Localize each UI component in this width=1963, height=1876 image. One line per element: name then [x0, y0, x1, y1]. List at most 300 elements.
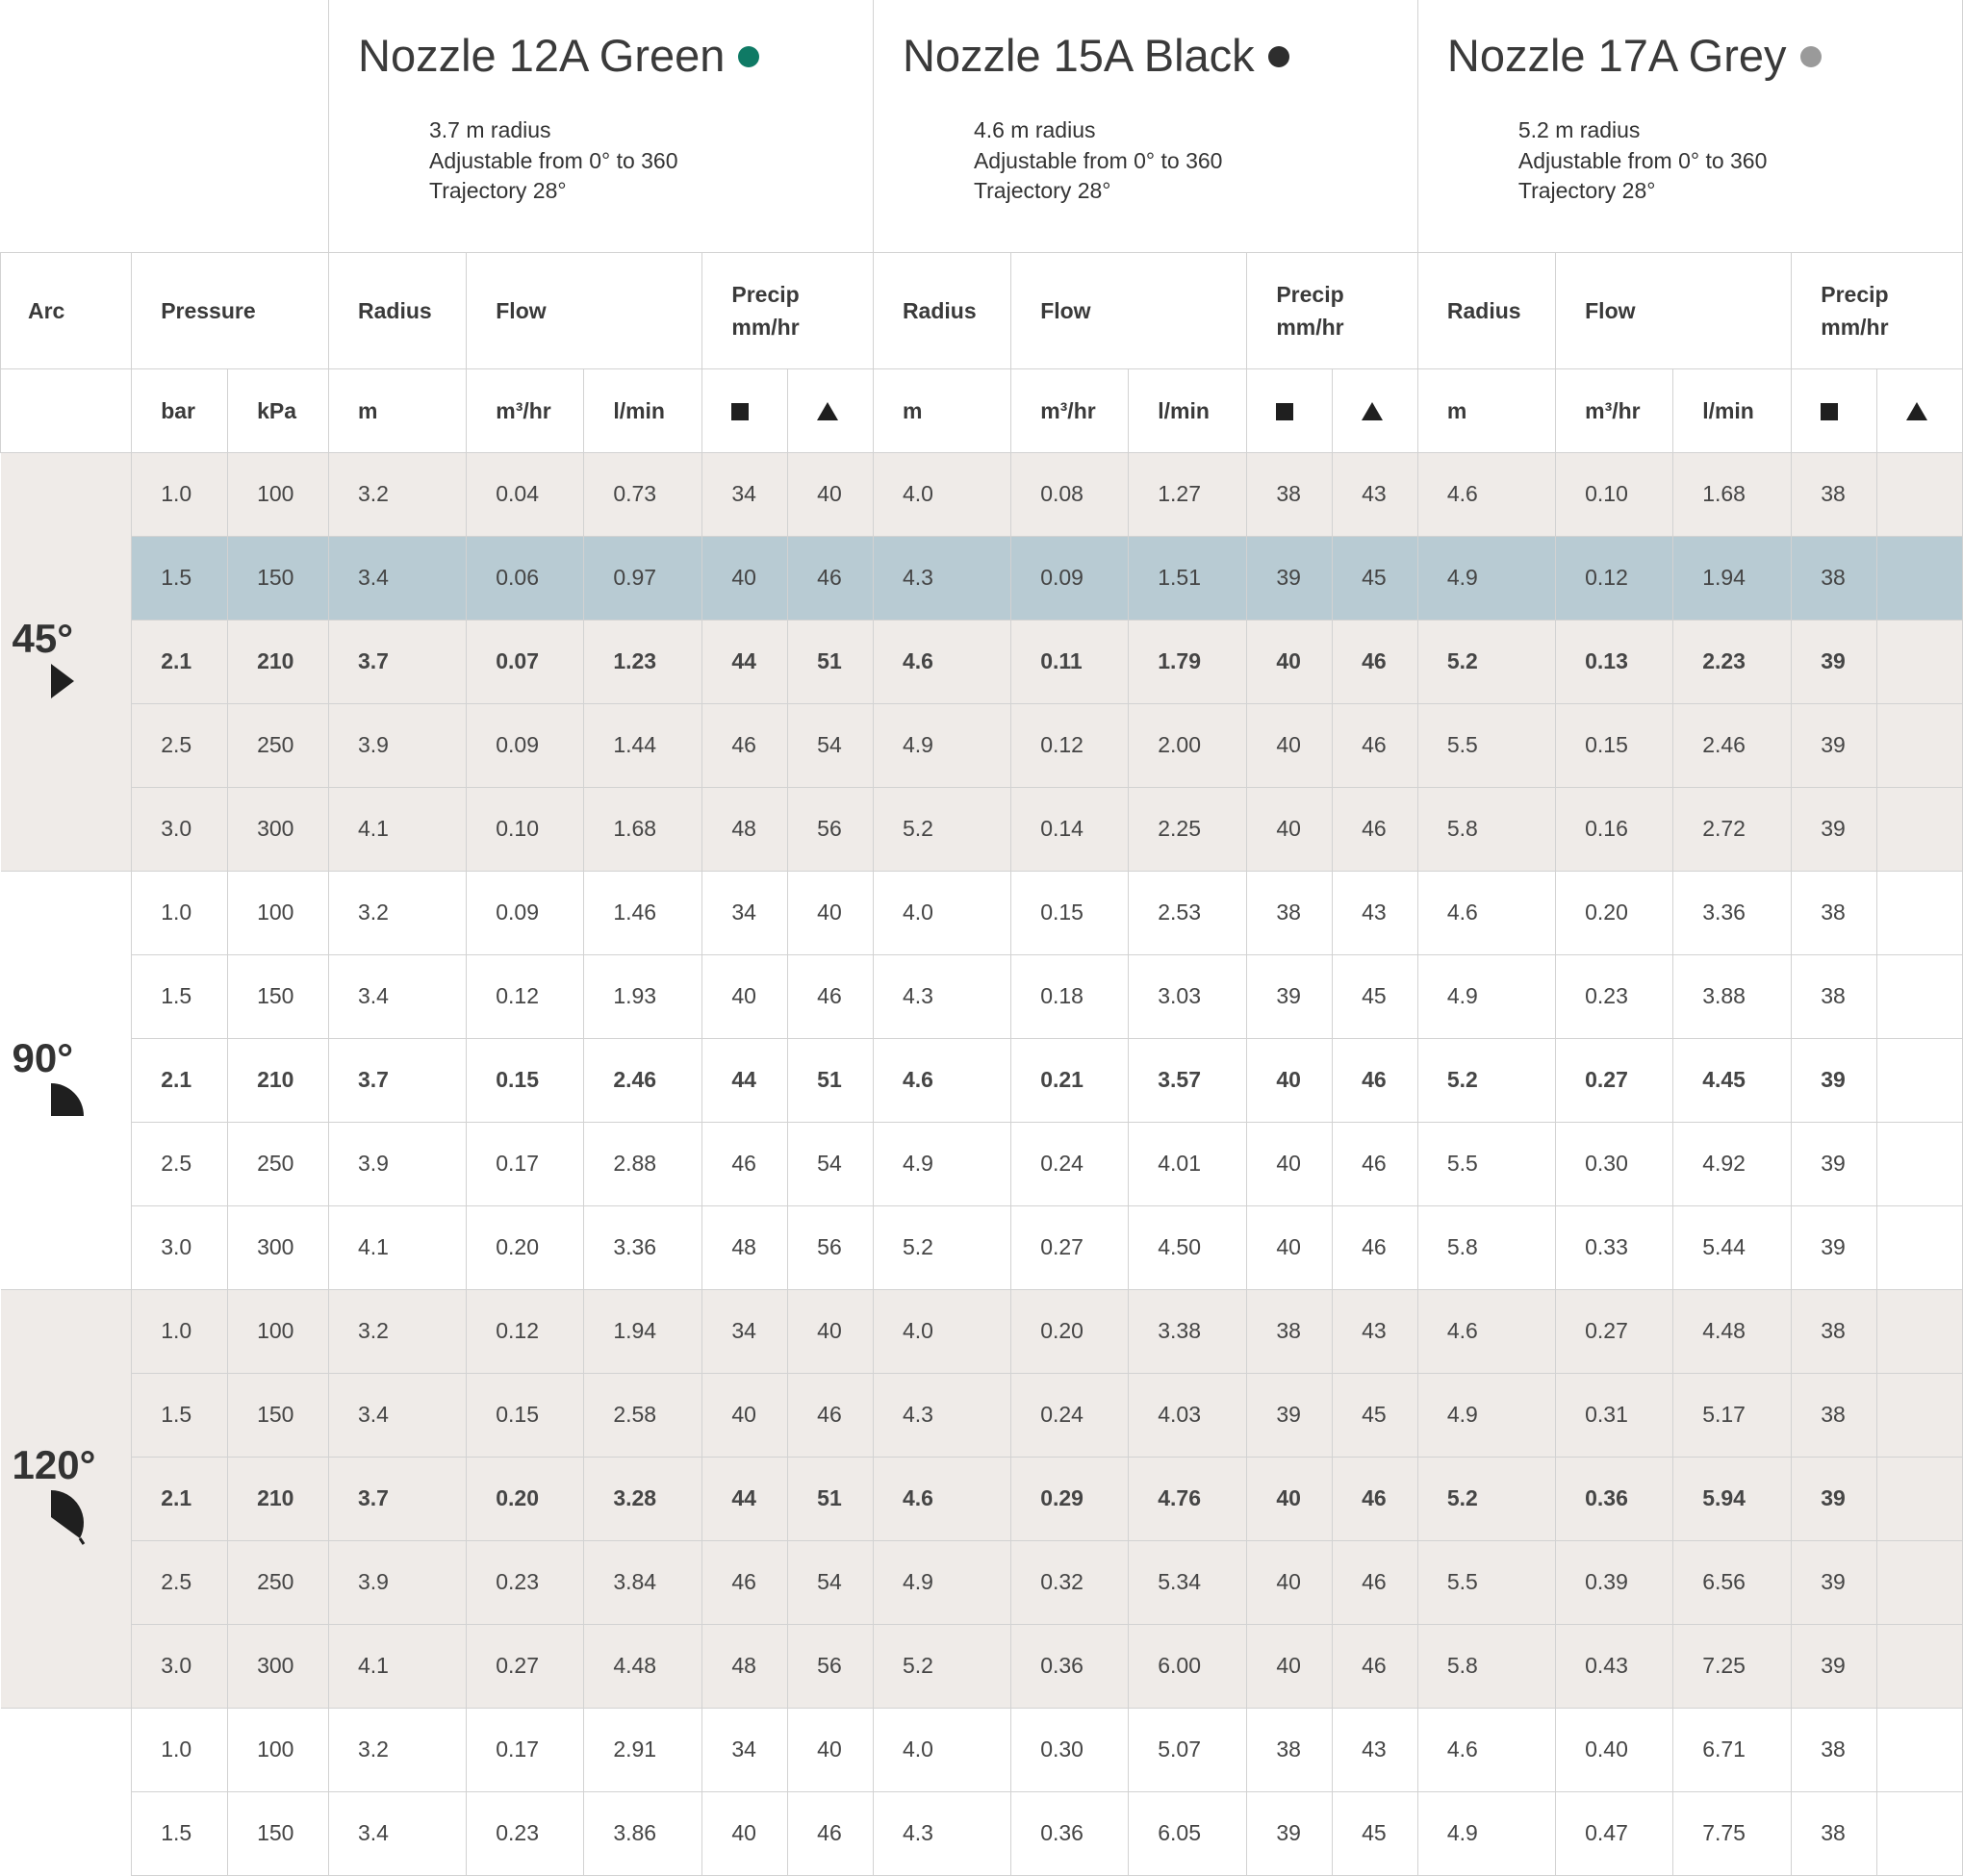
table-cell: 1.93: [584, 954, 702, 1038]
table-cell: 0.15: [1011, 871, 1129, 954]
table-cell: 38: [1792, 871, 1877, 954]
table-row: [1, 1038, 1963, 1122]
table-cell: 1.5: [132, 954, 228, 1038]
square-spacing-header: [1792, 368, 1877, 452]
table-cell: 1.79: [1129, 620, 1247, 703]
table-cell: 46: [1333, 1122, 1418, 1205]
table-cell: 1.94: [1673, 536, 1792, 620]
table-cell: 40: [702, 1791, 788, 1875]
table-cell: 0.09: [1011, 536, 1129, 620]
table-cell: 40: [1247, 787, 1333, 871]
table-cell: 0.27: [1011, 1205, 1129, 1289]
table-cell: 39: [1792, 787, 1877, 871]
flow-header: Flow: [467, 252, 702, 368]
nozzle-specs: [1518, 115, 1962, 207]
table-cell: 0.15: [467, 1038, 584, 1122]
square-spacing-icon: [1821, 403, 1838, 420]
table-cell: 7.75: [1673, 1791, 1792, 1875]
table-cell: 3.7: [329, 620, 467, 703]
radius-header: Radius: [329, 252, 467, 368]
table-cell-cutoff: [1877, 1038, 1963, 1122]
triangle-spacing-icon: [1362, 402, 1383, 420]
arc-header: Arc: [1, 252, 132, 368]
table-cell: 0.15: [1556, 703, 1673, 787]
table-cell: 4.01: [1129, 1122, 1247, 1205]
table-cell: 3.38: [1129, 1289, 1247, 1373]
table-cell: 5.2: [1417, 620, 1555, 703]
triangle-spacing-icon: [817, 402, 838, 420]
table-cell: 3.0: [132, 1205, 228, 1289]
table-cell: 46: [1333, 1205, 1418, 1289]
m-unit: m: [1417, 368, 1555, 452]
table-cell: 7.25: [1673, 1624, 1792, 1708]
table-cell: 5.17: [1673, 1373, 1792, 1457]
triangle-spacing-header: [1333, 368, 1418, 452]
table-cell: 54: [788, 1122, 874, 1205]
table-cell: 100: [228, 452, 329, 536]
table-cell: 54: [788, 1540, 874, 1624]
table-cell: 0.39: [1556, 1540, 1673, 1624]
table-cell: 4.48: [1673, 1289, 1792, 1373]
table-cell: 34: [702, 1289, 788, 1373]
table-cell: 300: [228, 1624, 329, 1708]
table-cell: 2.5: [132, 1122, 228, 1205]
table-cell: 5.2: [1417, 1038, 1555, 1122]
nozzle-adjust: Adjustable from 0° to 360: [1517, 147, 1768, 173]
table-cell: 2.88: [584, 1122, 702, 1205]
table-cell: 48: [702, 1205, 788, 1289]
table-cell: 4.0: [873, 871, 1010, 954]
table-cell: 0.12: [467, 1289, 584, 1373]
table-cell: 0.17: [467, 1708, 584, 1791]
table-cell: 39: [1792, 1624, 1877, 1708]
bar-unit: bar: [132, 368, 228, 452]
table-cell: 0.27: [1556, 1038, 1673, 1122]
table-cell: 0.23: [1556, 954, 1673, 1038]
table-cell: 1.5: [132, 1373, 228, 1457]
table-cell: 4.0: [873, 1289, 1010, 1373]
m3hr-unit: m³/hr: [467, 368, 584, 452]
table-cell: 3.4: [329, 1791, 467, 1875]
table-cell: 0.31: [1556, 1373, 1673, 1457]
table-cell: 56: [788, 1205, 874, 1289]
table-cell: 40: [1247, 1038, 1333, 1122]
table-cell: 0.12: [467, 954, 584, 1038]
table-cell-cutoff: [1877, 1624, 1963, 1708]
table-cell: 3.03: [1129, 954, 1247, 1038]
table-cell: 46: [788, 536, 874, 620]
green-dot-icon: [738, 46, 759, 67]
table-cell-cutoff: [1877, 1373, 1963, 1457]
table-cell: 46: [702, 1122, 788, 1205]
table-cell: 300: [228, 787, 329, 871]
table-cell: 40: [1247, 1457, 1333, 1540]
table-cell: 2.1: [132, 1457, 228, 1540]
table-cell: 4.76: [1129, 1457, 1247, 1540]
table-cell: 0.12: [1556, 536, 1673, 620]
table-cell: 46: [702, 1540, 788, 1624]
table-cell: 0.09: [467, 703, 584, 787]
table-cell: 5.07: [1129, 1708, 1247, 1791]
nozzle-radius: 3.7 m radius: [429, 117, 551, 142]
table-cell: 39: [1247, 954, 1333, 1038]
table-cell: 46: [1333, 703, 1418, 787]
pressure-header: Pressure: [132, 252, 329, 368]
table-cell: 4.50: [1129, 1205, 1247, 1289]
arc-cell: [1, 1708, 132, 1875]
table-cell: 300: [228, 1205, 329, 1289]
table-cell: 38: [1792, 1373, 1877, 1457]
table-cell: 4.0: [873, 1708, 1010, 1791]
table-cell: 46: [788, 1373, 874, 1457]
table-cell: 45: [1333, 536, 1418, 620]
table-cell: 5.44: [1673, 1205, 1792, 1289]
table-cell: 4.48: [584, 1624, 702, 1708]
table-cell-cutoff: [1877, 1540, 1963, 1624]
table-cell: 1.68: [584, 787, 702, 871]
table-cell: 2.1: [132, 1038, 228, 1122]
table-row: [1, 536, 1963, 620]
table-cell: 250: [228, 1122, 329, 1205]
table-cell: 43: [1333, 871, 1418, 954]
table-cell: 38: [1247, 871, 1333, 954]
table-row: [1, 1791, 1963, 1875]
m-unit: m: [873, 368, 1010, 452]
table-cell: 54: [788, 703, 874, 787]
table-cell-cutoff: [1877, 1205, 1963, 1289]
table-cell: 39: [1792, 1205, 1877, 1289]
table-cell: 0.32: [1011, 1540, 1129, 1624]
arc-cell: [1, 871, 132, 1289]
table-cell: 3.9: [329, 1540, 467, 1624]
table-cell: 40: [1247, 1205, 1333, 1289]
table-cell: 40: [1247, 1624, 1333, 1708]
table-cell: 34: [702, 1708, 788, 1791]
table-cell: 40: [788, 1289, 874, 1373]
nozzle-specs: [974, 115, 1417, 207]
table-cell: 40: [702, 954, 788, 1038]
table-cell: 38: [1247, 1289, 1333, 1373]
table-row: [1, 1624, 1963, 1708]
table-cell: 38: [1792, 536, 1877, 620]
table-cell: 150: [228, 536, 329, 620]
black-dot-icon: [1268, 46, 1289, 67]
table-cell: 46: [788, 954, 874, 1038]
table-cell: 40: [1247, 1122, 1333, 1205]
table-cell: 5.5: [1417, 703, 1555, 787]
table-cell: 38: [1247, 1708, 1333, 1791]
table-cell: 0.36: [1011, 1624, 1129, 1708]
table-cell: 4.9: [873, 1540, 1010, 1624]
triangle-spacing-header: [1877, 368, 1963, 452]
radius-header: Radius: [1417, 252, 1555, 368]
table-cell: 3.86: [584, 1791, 702, 1875]
table-cell: 0.20: [1011, 1289, 1129, 1373]
table-cell: 38: [1247, 452, 1333, 536]
table-cell: 3.36: [1673, 871, 1792, 954]
table-cell-cutoff: [1877, 1122, 1963, 1205]
table-row: [1, 452, 1963, 536]
table-cell: 46: [1333, 1038, 1418, 1122]
precip-label: Precip mm/hr: [731, 281, 800, 340]
arc-cell: [1, 452, 132, 871]
table-cell: 38: [1792, 954, 1877, 1038]
nozzle-title: [903, 29, 1417, 83]
table-cell: 45: [1333, 954, 1418, 1038]
table-cell: 4.9: [1417, 536, 1555, 620]
arc-cell: [1, 1289, 132, 1708]
table-cell: 0.23: [467, 1540, 584, 1624]
table-cell: 210: [228, 620, 329, 703]
table-cell: 46: [702, 703, 788, 787]
table-cell: 210: [228, 1038, 329, 1122]
table-cell: 4.6: [1417, 452, 1555, 536]
nozzle-trajectory: Trajectory 28°: [1517, 178, 1656, 203]
lmin-unit: l/min: [1129, 368, 1247, 452]
table-cell: 39: [1247, 1373, 1333, 1457]
table-cell-cutoff: [1877, 1457, 1963, 1540]
table-cell: 0.06: [467, 536, 584, 620]
table-cell: 34: [702, 871, 788, 954]
table-cell: 2.1: [132, 620, 228, 703]
table-cell: 4.9: [1417, 1791, 1555, 1875]
table-cell: 0.27: [1556, 1289, 1673, 1373]
table-cell-cutoff: [1877, 1289, 1963, 1373]
kpa-unit: kPa: [228, 368, 329, 452]
table-cell: 4.0: [873, 452, 1010, 536]
table-cell: 2.5: [132, 1540, 228, 1624]
table-cell: 51: [788, 1457, 874, 1540]
table-cell: 39: [1792, 620, 1877, 703]
table-cell: 3.84: [584, 1540, 702, 1624]
table-cell: 3.0: [132, 787, 228, 871]
table-cell: 1.51: [1129, 536, 1247, 620]
table-row: [1, 1289, 1963, 1373]
table-cell: 4.03: [1129, 1373, 1247, 1457]
table-cell: 4.6: [1417, 1708, 1555, 1791]
table-cell: 6.56: [1673, 1540, 1792, 1624]
table-row: [1, 1205, 1963, 1289]
nozzle-specs: [429, 115, 873, 207]
precip-header: [1247, 252, 1418, 368]
nozzle-header: [1417, 0, 1962, 252]
table-cell: 40: [788, 452, 874, 536]
table-cell: 40: [788, 871, 874, 954]
table-cell: 40: [1247, 1540, 1333, 1624]
table-cell: 1.46: [584, 871, 702, 954]
nozzle-adjust: Adjustable from 0° to 360: [973, 147, 1223, 173]
table-cell: 1.94: [584, 1289, 702, 1373]
table-cell: 2.5: [132, 703, 228, 787]
nozzle-name: Nozzle 15A Black: [902, 30, 1255, 81]
table-cell: 3.28: [584, 1457, 702, 1540]
table-cell: 44: [702, 1038, 788, 1122]
table-cell: 150: [228, 954, 329, 1038]
table-cell: 5.8: [1417, 1205, 1555, 1289]
table-cell: 5.2: [873, 1205, 1010, 1289]
table-cell: 5.2: [1417, 1457, 1555, 1540]
arc-45-icon: [47, 662, 132, 706]
table-cell: 0.17: [467, 1122, 584, 1205]
precip-label: Precip mm/hr: [1821, 281, 1889, 340]
table-cell: 2.91: [584, 1708, 702, 1791]
square-spacing-icon: [1276, 403, 1293, 420]
arc-unit-empty: [1, 368, 132, 452]
table-row: [1, 620, 1963, 703]
table-cell: 1.44: [584, 703, 702, 787]
nozzle-name: Nozzle 12A Green: [358, 30, 726, 81]
table-cell: 0.24: [1011, 1373, 1129, 1457]
table-cell: 39: [1792, 1540, 1877, 1624]
table-cell: 250: [228, 703, 329, 787]
table-cell: 4.6: [1417, 1289, 1555, 1373]
nozzle-header: [329, 0, 874, 252]
table-cell: 39: [1792, 1122, 1877, 1205]
table-cell: 4.1: [329, 1205, 467, 1289]
table-cell: 4.3: [873, 954, 1010, 1038]
table-cell: 3.57: [1129, 1038, 1247, 1122]
lmin-unit: l/min: [1673, 368, 1792, 452]
table-cell: 1.68: [1673, 452, 1792, 536]
table-cell: 40: [788, 1708, 874, 1791]
table-cell: 4.9: [1417, 1373, 1555, 1457]
nozzle-title: [358, 29, 873, 83]
table-cell: 4.92: [1673, 1122, 1792, 1205]
table-cell: 39: [1247, 536, 1333, 620]
table-cell: 43: [1333, 1289, 1418, 1373]
table-cell: 34: [702, 452, 788, 536]
table-cell: 0.04: [467, 452, 584, 536]
table-cell: 4.3: [873, 1791, 1010, 1875]
table-cell: 0.40: [1556, 1708, 1673, 1791]
table-cell: 48: [702, 787, 788, 871]
table-cell: 0.73: [584, 452, 702, 536]
table-row: [1, 787, 1963, 871]
table-cell: 0.20: [467, 1205, 584, 1289]
table-cell: 45: [1333, 1791, 1418, 1875]
table-cell: 56: [788, 787, 874, 871]
precip-header: [1792, 252, 1963, 368]
table-cell: 5.34: [1129, 1540, 1247, 1624]
table-cell: 0.18: [1011, 954, 1129, 1038]
precip-header: [702, 252, 874, 368]
triangle-spacing-header: [788, 368, 874, 452]
table-cell: 1.5: [132, 1791, 228, 1875]
table-cell: 46: [788, 1791, 874, 1875]
table-cell: 0.20: [467, 1457, 584, 1540]
column-group-header-row: [1, 252, 1963, 368]
arc-120-icon: [47, 1488, 132, 1554]
square-spacing-header: [702, 368, 788, 452]
table-cell: 5.2: [873, 787, 1010, 871]
table-cell: 5.8: [1417, 1624, 1555, 1708]
table-cell: 5.5: [1417, 1540, 1555, 1624]
table-cell: 2.72: [1673, 787, 1792, 871]
square-spacing-header: [1247, 368, 1333, 452]
table-cell: 46: [1333, 1540, 1418, 1624]
table-cell: 1.0: [132, 871, 228, 954]
table-cell-cutoff: [1877, 1708, 1963, 1791]
table-cell: 0.10: [1556, 452, 1673, 536]
table-cell: 5.8: [1417, 787, 1555, 871]
nozzle-radius: 4.6 m radius: [973, 117, 1096, 142]
table-row: [1, 1373, 1963, 1457]
nozzle-name: Nozzle 17A Grey: [1446, 30, 1787, 81]
table-cell: 2.58: [584, 1373, 702, 1457]
table-cell: 4.6: [873, 1038, 1010, 1122]
table-cell: 38: [1792, 1289, 1877, 1373]
table-cell: 39: [1792, 703, 1877, 787]
table-cell-cutoff: [1877, 954, 1963, 1038]
table-cell: 2.53: [1129, 871, 1247, 954]
table-cell: 5.94: [1673, 1457, 1792, 1540]
table-cell: 0.09: [467, 871, 584, 954]
table-cell: 40: [1247, 620, 1333, 703]
table-cell: 4.6: [873, 1457, 1010, 1540]
table-row: [1, 1708, 1963, 1791]
table-cell: 0.12: [1011, 703, 1129, 787]
table-cell: 3.9: [329, 703, 467, 787]
table-body: [1, 452, 1963, 1875]
table-cell: 38: [1792, 1708, 1877, 1791]
table-cell: 4.9: [873, 703, 1010, 787]
m3hr-unit: m³/hr: [1556, 368, 1673, 452]
flow-header: Flow: [1556, 252, 1792, 368]
table-cell: 44: [702, 1457, 788, 1540]
table-cell: 150: [228, 1373, 329, 1457]
table-cell-cutoff: [1877, 871, 1963, 954]
arc-label: 120°: [12, 1441, 96, 1487]
table-cell: 40: [702, 536, 788, 620]
table-cell: 3.2: [329, 1289, 467, 1373]
table-cell: 4.1: [329, 787, 467, 871]
table-cell: 3.2: [329, 452, 467, 536]
table-cell: 0.97: [584, 536, 702, 620]
table-cell: 0.36: [1556, 1457, 1673, 1540]
table-cell: 46: [1333, 1457, 1418, 1540]
table-cell: 3.0: [132, 1624, 228, 1708]
table-cell-cutoff: [1877, 1791, 1963, 1875]
table-cell: 6.05: [1129, 1791, 1247, 1875]
table-cell: 51: [788, 1038, 874, 1122]
table-cell: 0.30: [1011, 1708, 1129, 1791]
table-cell: 40: [702, 1373, 788, 1457]
table-cell: 3.36: [584, 1205, 702, 1289]
table-cell: 4.9: [873, 1122, 1010, 1205]
table-cell: 46: [1333, 1624, 1418, 1708]
table-cell: 100: [228, 1708, 329, 1791]
table-cell: 3.7: [329, 1457, 467, 1540]
m3hr-unit: m³/hr: [1011, 368, 1129, 452]
table-cell: 2.00: [1129, 703, 1247, 787]
table-row: [1, 1122, 1963, 1205]
table-cell: 4.3: [873, 1373, 1010, 1457]
table-cell: 3.4: [329, 954, 467, 1038]
table-cell: 2.46: [584, 1038, 702, 1122]
table-cell: 6.00: [1129, 1624, 1247, 1708]
table-cell: 39: [1792, 1457, 1877, 1540]
arc-label: 90°: [12, 1034, 74, 1080]
table-cell: 4.9: [1417, 954, 1555, 1038]
nozzle-adjust: Adjustable from 0° to 360: [429, 147, 678, 173]
table-cell: 3.2: [329, 1708, 467, 1791]
nozzle-trajectory: Trajectory 28°: [973, 178, 1111, 203]
empty-corner: [1, 0, 329, 252]
table-cell: 0.11: [1011, 620, 1129, 703]
m-unit: m: [329, 368, 467, 452]
table-cell: 1.0: [132, 1708, 228, 1791]
table-cell: 0.27: [467, 1624, 584, 1708]
